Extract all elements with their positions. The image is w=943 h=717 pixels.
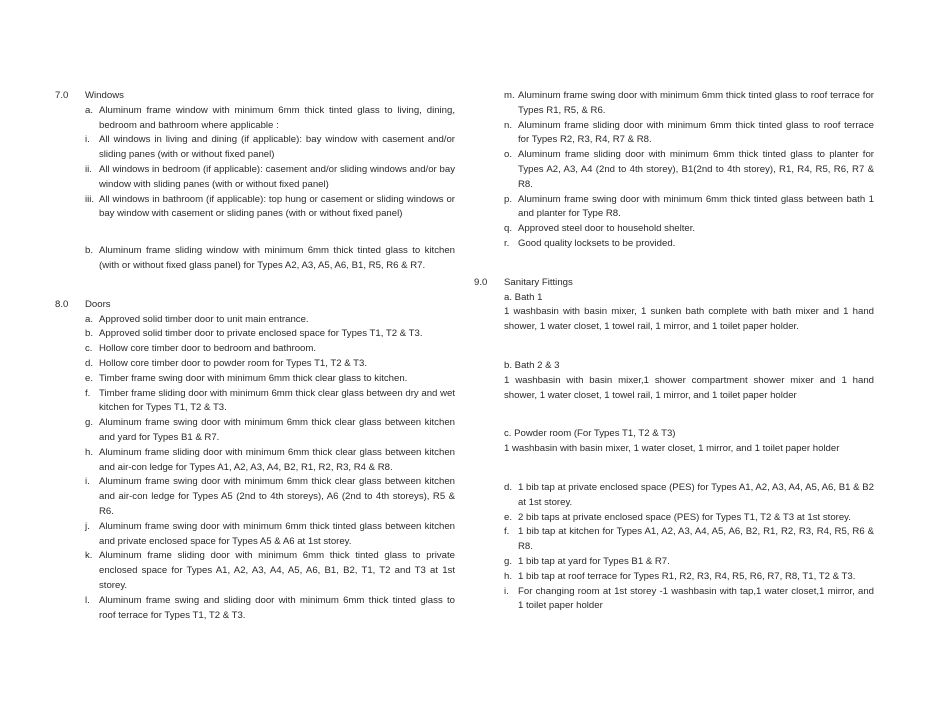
item-text: 2 bib taps at private enclosed space (PES) for Types T1, T2 & T3 at 1st storey. [518,511,851,523]
list-item [55,549,455,593]
item-label: h. [504,570,513,582]
section-title: Doors [85,298,111,310]
item-text: 1 bib tap at yard for Types B1 & R7. [518,555,670,567]
item-label: o. [504,149,513,161]
item-label: q. [504,223,513,235]
list-item [474,481,874,511]
item-text: Aluminum frame swing door with minimum 6mm thick clear glass between kitchen and yard for Types B1 & R7. [99,417,455,443]
list-item [474,89,874,119]
section-doors-heading [55,298,455,313]
list-item [55,520,455,550]
item-label: i. [504,585,509,597]
list-item [55,133,455,163]
paragraph-powder-room: 1 washbasin with basin mixer, 1 water closet, 1 mirror, and 1 toilet paper holder [504,443,840,455]
item-text: Aluminum frame window with minimum 6mm thick tinted glass to living, dining, bedroom and bathroom where applicable : [99,104,455,131]
list-item [55,416,455,446]
list-item [55,446,455,476]
item-text: Aluminum frame sliding window with minimum 6mm thick tinted glass to kitchen (with or without fixed glass panel) for Types A2, A3, A5, A6, B1, R5, R6 & R7. [99,245,455,271]
list-item [474,525,874,555]
item-label: l. [85,594,90,606]
list-item [55,594,455,624]
list-item [55,193,455,223]
item-label: e. [504,511,513,523]
list-item [474,193,874,223]
section-sanitary-heading [474,276,874,291]
item-label: p. [504,193,513,205]
item-text: Good quality locksets to be provided. [518,237,676,249]
section-windows-heading [55,89,455,104]
item-text: Approved solid timber door to unit main entrance. [99,313,309,325]
item-label: e. [85,372,94,384]
section-number: 8.0 [55,298,69,310]
list-item [55,163,455,193]
item-label: k. [85,550,93,562]
list-item [55,475,455,519]
item-label: f. [85,387,91,399]
list-item [474,555,874,570]
list-item [474,585,874,615]
item-label: j. [85,520,90,532]
list-item [55,357,455,372]
list-item [55,244,455,274]
item-label: b. [85,328,94,340]
list-item [474,148,874,192]
item-text: Timber frame sliding door with minimum 6mm thick clear glass between dry and wet kitchen for Types T1, T2 & T3. [99,387,455,414]
item-text: 1 bib tap at kitchen for Types A1, A2, A3, A4, A5, A6, B2, R1, R2, R3, R4, R5, R6 & R8. [518,526,874,553]
item-text: All windows in bathroom (if applicable): top hung or casement or sliding windows or bay window with casement or sliding panes (with or without fixed panel) [99,193,455,220]
item-text: Aluminum frame sliding door with minimum 6mm thick tinted glass to private enclosed space for Types A1, A2, A3, A4, A5, A6, B1, B2, T1, T2 and T3 at 1st storey. [99,550,455,591]
item-label: b. [85,245,94,257]
item-text: Hollow core timber door to powder room for Types T1, T2 & T3. [99,357,368,369]
subheading-bath-1: a. Bath 1 [504,291,543,303]
item-text: 1 bib tap at private enclosed space (PES) for Types A1, A2, A3, A4, A5, A6, B1 & B2 at 1st storey. [518,481,874,508]
item-text: All windows in living and dining (if applicable): bay window with casement and/or sliding panes (with or without fixed panel) [99,134,455,161]
section-title: Sanitary Fittings [504,276,573,288]
item-label: h. [85,446,94,458]
left-column [55,89,455,623]
item-text: Hollow core timber door to bedroom and bathroom. [99,343,317,355]
item-label: i. [85,134,90,146]
item-label: iii. [85,193,95,205]
item-label: a. [85,313,94,325]
item-label: f. [504,526,510,538]
list-item [55,327,455,342]
item-text: 1 bib tap at roof terrace for Types R1, R2, R3, R4, R5, R6, R7, R8, T1, T2 & T3. [518,570,856,582]
section-number: 7.0 [55,90,69,101]
item-text: Aluminum frame sliding door with minimum 6mm thick tinted glass to roof terrace for Types R2, R3, R4, R7 & R8. [518,119,874,146]
item-label: ii. [85,163,92,175]
list-item [55,372,455,387]
item-text: For changing room at 1st storey -1 washbasin with tap,1 water closet,1 mirror, and 1 toilet paper holder [518,585,874,612]
list-item [474,237,874,252]
item-text: Approved steel door to household shelter. [518,223,696,235]
item-label: m. [504,90,515,101]
item-label: i. [85,476,90,488]
section-number: 9.0 [474,276,488,288]
item-label: n. [504,119,513,131]
subheading-bath-2-3: b. Bath 2 & 3 [504,359,560,371]
list-item [474,511,874,526]
item-text: Aluminum frame sliding door with minimum 6mm thick clear glass between kitchen and air-con ledge for Types A1, A2, A3, A4, B2, R1, R2, R3, R4 & R8. [99,446,455,473]
list-item [474,222,874,237]
paragraph-bath-2-3: 1 washbasin with basin mixer,1 shower compartment shower mixer and 1 hand shower, 1 water closet, 1 towel rail, 1 mirror, and 1 toilet paper holder [504,374,874,401]
section-title: Windows [85,90,124,101]
item-text: Timber frame swing door with minimum 6mm thick clear glass to kitchen. [99,372,408,384]
subheading-powder-room: c. Powder room (For Types T1, T2 & T3) [504,428,676,440]
item-text: Aluminum frame swing door with minimum 6mm thick tinted glass to roof terrace for Types R1, R5, & R6. [518,90,874,116]
list-item [55,313,455,328]
item-label: g. [85,417,94,429]
item-text: Aluminum frame swing and sliding door with minimum 6mm thick tinted glass to roof terrace for Types T1, T2 & T3. [99,594,455,621]
paragraph-bath-1: 1 washbasin with basin mixer, 1 sunken bath complete with bath mixer and 1 hand shower, 1 water closet, 1 towel rail, 1 mirror, and 1 toilet paper holder. [504,306,874,333]
list-item [55,387,455,417]
item-text: Aluminum frame swing door with minimum 6mm thick clear glass between kitchen and air-con ledge for Types A5 (2nd to 4th storeys), A6 (2nd to 4th storeys), R5 & R6. [99,476,455,517]
item-label: a. [85,104,94,116]
right-column [474,89,874,614]
item-text: All windows in bedroom (if applicable): casement and/or sliding windows and/or bay window with sliding panes (with or without fixed panel) [99,163,455,190]
item-text: Aluminum frame swing door with minimum 6mm thick tinted glass between bath 1 and planter for Type R8. [518,193,874,220]
item-text: Aluminum frame swing door with minimum 6mm thick tinted glass between kitchen and private enclosed space for Types A5 & A6 at 1st storey. [99,520,455,547]
item-label: d. [504,481,513,493]
item-label: d. [85,357,94,369]
item-text: Approved solid timber door to private enclosed space for Types T1, T2 & T3. [99,328,423,340]
item-text: Aluminum frame sliding door with minimum 6mm thick tinted glass to planter for Types A2, A3, A4 (2nd to 4th storey), B1(2nd to 4th storey), R1, R4, R5, R6, R7 & R8. [518,149,874,190]
item-label: r. [504,237,510,249]
list-item [474,570,874,585]
item-label: c. [85,343,93,355]
list-item [474,119,874,149]
list-item [55,342,455,357]
list-item [55,104,455,134]
item-label: g. [504,555,513,567]
